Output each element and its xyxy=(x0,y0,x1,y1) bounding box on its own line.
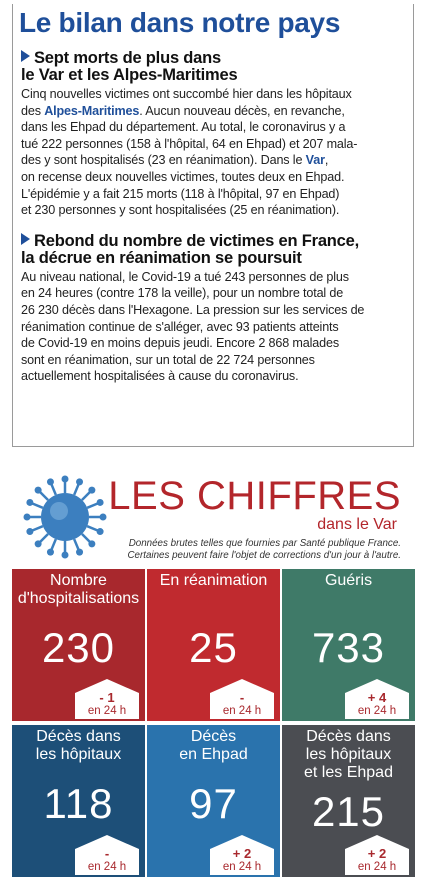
stat-label: Guéris xyxy=(324,572,373,589)
triangle-bullet-icon xyxy=(21,50,30,62)
triangle-bullet-icon xyxy=(21,233,30,245)
change-badge xyxy=(210,835,274,875)
stat-label: Décès en Ehpad xyxy=(179,728,248,763)
coronavirus-icon xyxy=(20,472,110,562)
body-line: actuellement hospitalisées à cause du coronavirus. xyxy=(21,369,299,384)
section-title xyxy=(21,50,413,84)
highlighted-place: Var xyxy=(305,153,325,168)
body-line: dans les Ehpad du département. Au total, le coronavirus y a xyxy=(21,120,346,135)
source-line: Données brutes telles que fournies par Santé publique France. xyxy=(128,538,401,549)
body-line: en 24 heures (contre 178 la veille), pour un nombre total de xyxy=(21,286,344,301)
section-title-line: Sept morts de plus dans xyxy=(34,49,222,67)
change-value: - 1 xyxy=(99,690,115,705)
change-value: + 2 xyxy=(232,846,252,861)
body-line: Au niveau national, le Covid-19 a tué 243 personnes de plus xyxy=(21,269,349,284)
body-line: réanimation continue de s'alléger, avec 93 patients atteints xyxy=(21,319,339,334)
change-badge xyxy=(75,679,139,719)
stat-tile xyxy=(12,725,145,877)
section-title xyxy=(21,233,413,267)
body-line: 26 230 décès dans l'Hexagone. La pression sur les services de xyxy=(21,302,365,317)
body-line: sont en réanimation, sur un total de 22 724 personnes xyxy=(21,352,315,367)
body-line: et 230 personnes y sont hospitalisées (25 en réanimation). xyxy=(21,203,340,218)
change-value: + 4 xyxy=(367,690,387,705)
section-title-line: la décrue en réanimation se poursuit xyxy=(21,248,302,267)
change-value: - xyxy=(239,690,245,705)
stat-value: 230 xyxy=(41,624,116,671)
body-line: de Covid-19 en moins depuis jeudi. Encore 2 868 malades xyxy=(21,336,339,351)
section-title-line: le Var et les Alpes-Maritimes xyxy=(21,66,238,84)
article-section-1 xyxy=(13,50,413,219)
body-line: L'épidémie y a fait 215 morts (118 à l'hôpital, 97 en Ehpad) xyxy=(21,186,340,201)
change-badge xyxy=(345,679,409,719)
stat-label: Nombre d'hospitalisations xyxy=(17,572,140,607)
infographic-subtitle: dans le Var xyxy=(317,516,397,533)
change-period: en 24 h xyxy=(222,705,262,717)
article xyxy=(12,4,414,447)
stat-tile xyxy=(282,725,415,877)
change-period: en 24 h xyxy=(357,705,397,717)
change-period: en 24 h xyxy=(357,861,397,873)
section-body xyxy=(21,86,413,219)
body-line: on recense deux nouvelles victimes, toutes deux en Ehpad. xyxy=(21,169,345,184)
stat-tile xyxy=(147,569,280,721)
change-value: + 2 xyxy=(367,846,387,861)
change-period: en 24 h xyxy=(222,861,262,873)
change-badge xyxy=(210,679,274,719)
change-badge xyxy=(345,835,409,875)
change-value: - xyxy=(104,846,110,861)
body-line: Cinq nouvelles victimes ont succombé hier dans les hôpitaux xyxy=(21,87,352,101)
body-line: des Alpes-Maritimes. Aucun nouveau décès, en revanche, xyxy=(21,103,345,118)
change-badge xyxy=(75,835,139,875)
infographic xyxy=(12,468,415,886)
stat-value: 97 xyxy=(189,780,238,827)
stat-value: 215 xyxy=(311,788,386,835)
change-period: en 24 h xyxy=(87,861,127,873)
stat-label: En réanimation xyxy=(159,572,268,589)
stat-tile xyxy=(12,569,145,721)
change-period: en 24 h xyxy=(87,705,127,717)
stat-label: Décès dans les hôpitaux xyxy=(35,728,122,763)
article-section-2 xyxy=(13,233,413,385)
section-body xyxy=(21,269,413,385)
infographic-title: LES CHIFFRES xyxy=(108,474,401,518)
stat-tile xyxy=(147,725,280,877)
stat-value: 25 xyxy=(189,624,238,671)
body-line: tué 222 personnes (158 à l'hôpital, 64 en Ehpad) et 207 mala- xyxy=(21,136,358,151)
stat-tile xyxy=(282,569,415,721)
highlighted-place: Alpes-Maritimes xyxy=(44,103,140,118)
headline: Le bilan dans notre pays xyxy=(19,7,341,38)
source-note xyxy=(101,538,401,562)
source-line: Certaines peuvent faire l'objet de corrections d'un jour à l'autre. xyxy=(127,550,401,561)
stat-value: 118 xyxy=(43,780,114,827)
section-title-line: Rebond du nombre de victimes en France, xyxy=(34,231,360,250)
body-line: des y sont hospitalisés (23 en réanimation). Dans le Var, xyxy=(21,153,329,168)
stat-value: 733 xyxy=(311,624,386,671)
stat-label: Décès dans les hôpitaux et les Ehpad xyxy=(304,728,393,781)
